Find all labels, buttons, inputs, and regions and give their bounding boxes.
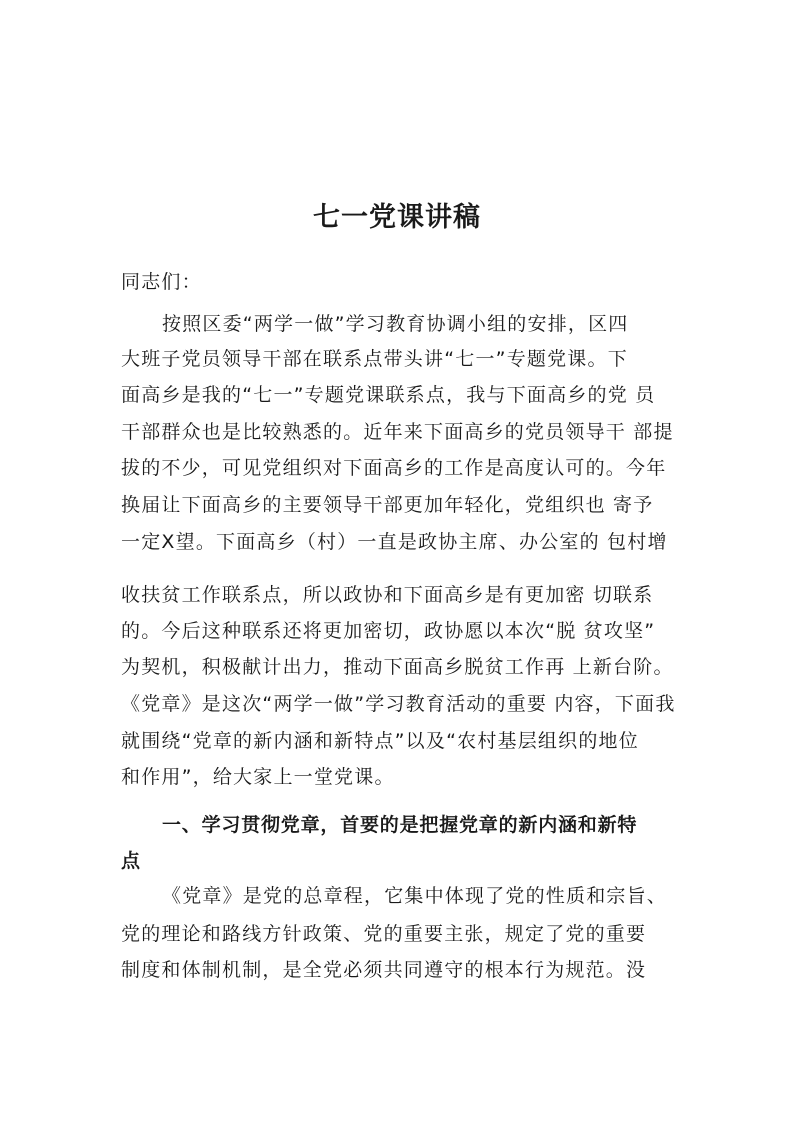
salutation: 同志们：: [121, 271, 202, 293]
section-heading: 一、学习贯彻党章，首要的是把握党章的新内涵和新特: [162, 814, 638, 836]
paragraph-line: 《党章》是这次“两学一做”学习教育活动的重要 内容，下面我: [121, 693, 676, 715]
paragraph-line: 制度和体制机制，是全党必须共同遵守的根本行为规范。没: [121, 959, 647, 981]
paragraph-line: 按照区委“两学一做”学习教育协调小组的安排，区四: [162, 313, 629, 335]
paragraph-line: 干部群众也是比较熟悉的。近年来下面高乡的党员领导干 部提: [121, 421, 674, 443]
document-title: 七一党课讲稿: [313, 202, 481, 233]
paragraph-line: 的。今后这种联系还将更加密切，政协愿以本次“脱 贫攻坚”: [121, 620, 656, 642]
paragraph-line: 收扶贫工作联系点，所以政协和下面高乡是有更加密 切联系: [121, 584, 654, 606]
paragraph-line: 拔的不少，可见党组织对下面高乡的工作是高度认可的。今年: [121, 457, 667, 479]
paragraph-line: 党的理论和路线方针政策、党的重要主张，规定了党的重要: [121, 923, 647, 945]
paragraph-line: 一定X望。下面高乡（村）一直是政协主席、办公室的 包村增: [121, 531, 668, 553]
paragraph-line: 面高乡是我的“七一”专题党课联系点，我与下面高乡的党 员: [121, 384, 656, 406]
paragraph-line: 和作用”，给大家上一堂党课。: [121, 766, 395, 788]
paragraph-line: 《党章》是党的总章程，它集中体现了党的性质和宗旨、: [162, 885, 668, 907]
section-heading-continued: 点: [121, 850, 141, 872]
paragraph-line: 为契机，积极献计出力，推动下面高乡脱贫工作再 上新台阶。: [121, 656, 674, 678]
paragraph-line: 就围绕“党章的新内涵和新特点”以及“农村基层组织的地位: [121, 730, 639, 752]
paragraph-line: 换届让下面高乡的主要领导干部更加年轻化，党组织也 寄予: [121, 494, 654, 516]
paragraph-line: 大班子党员领导干部在联系点带头讲“七一”专题党课。下: [121, 348, 628, 370]
